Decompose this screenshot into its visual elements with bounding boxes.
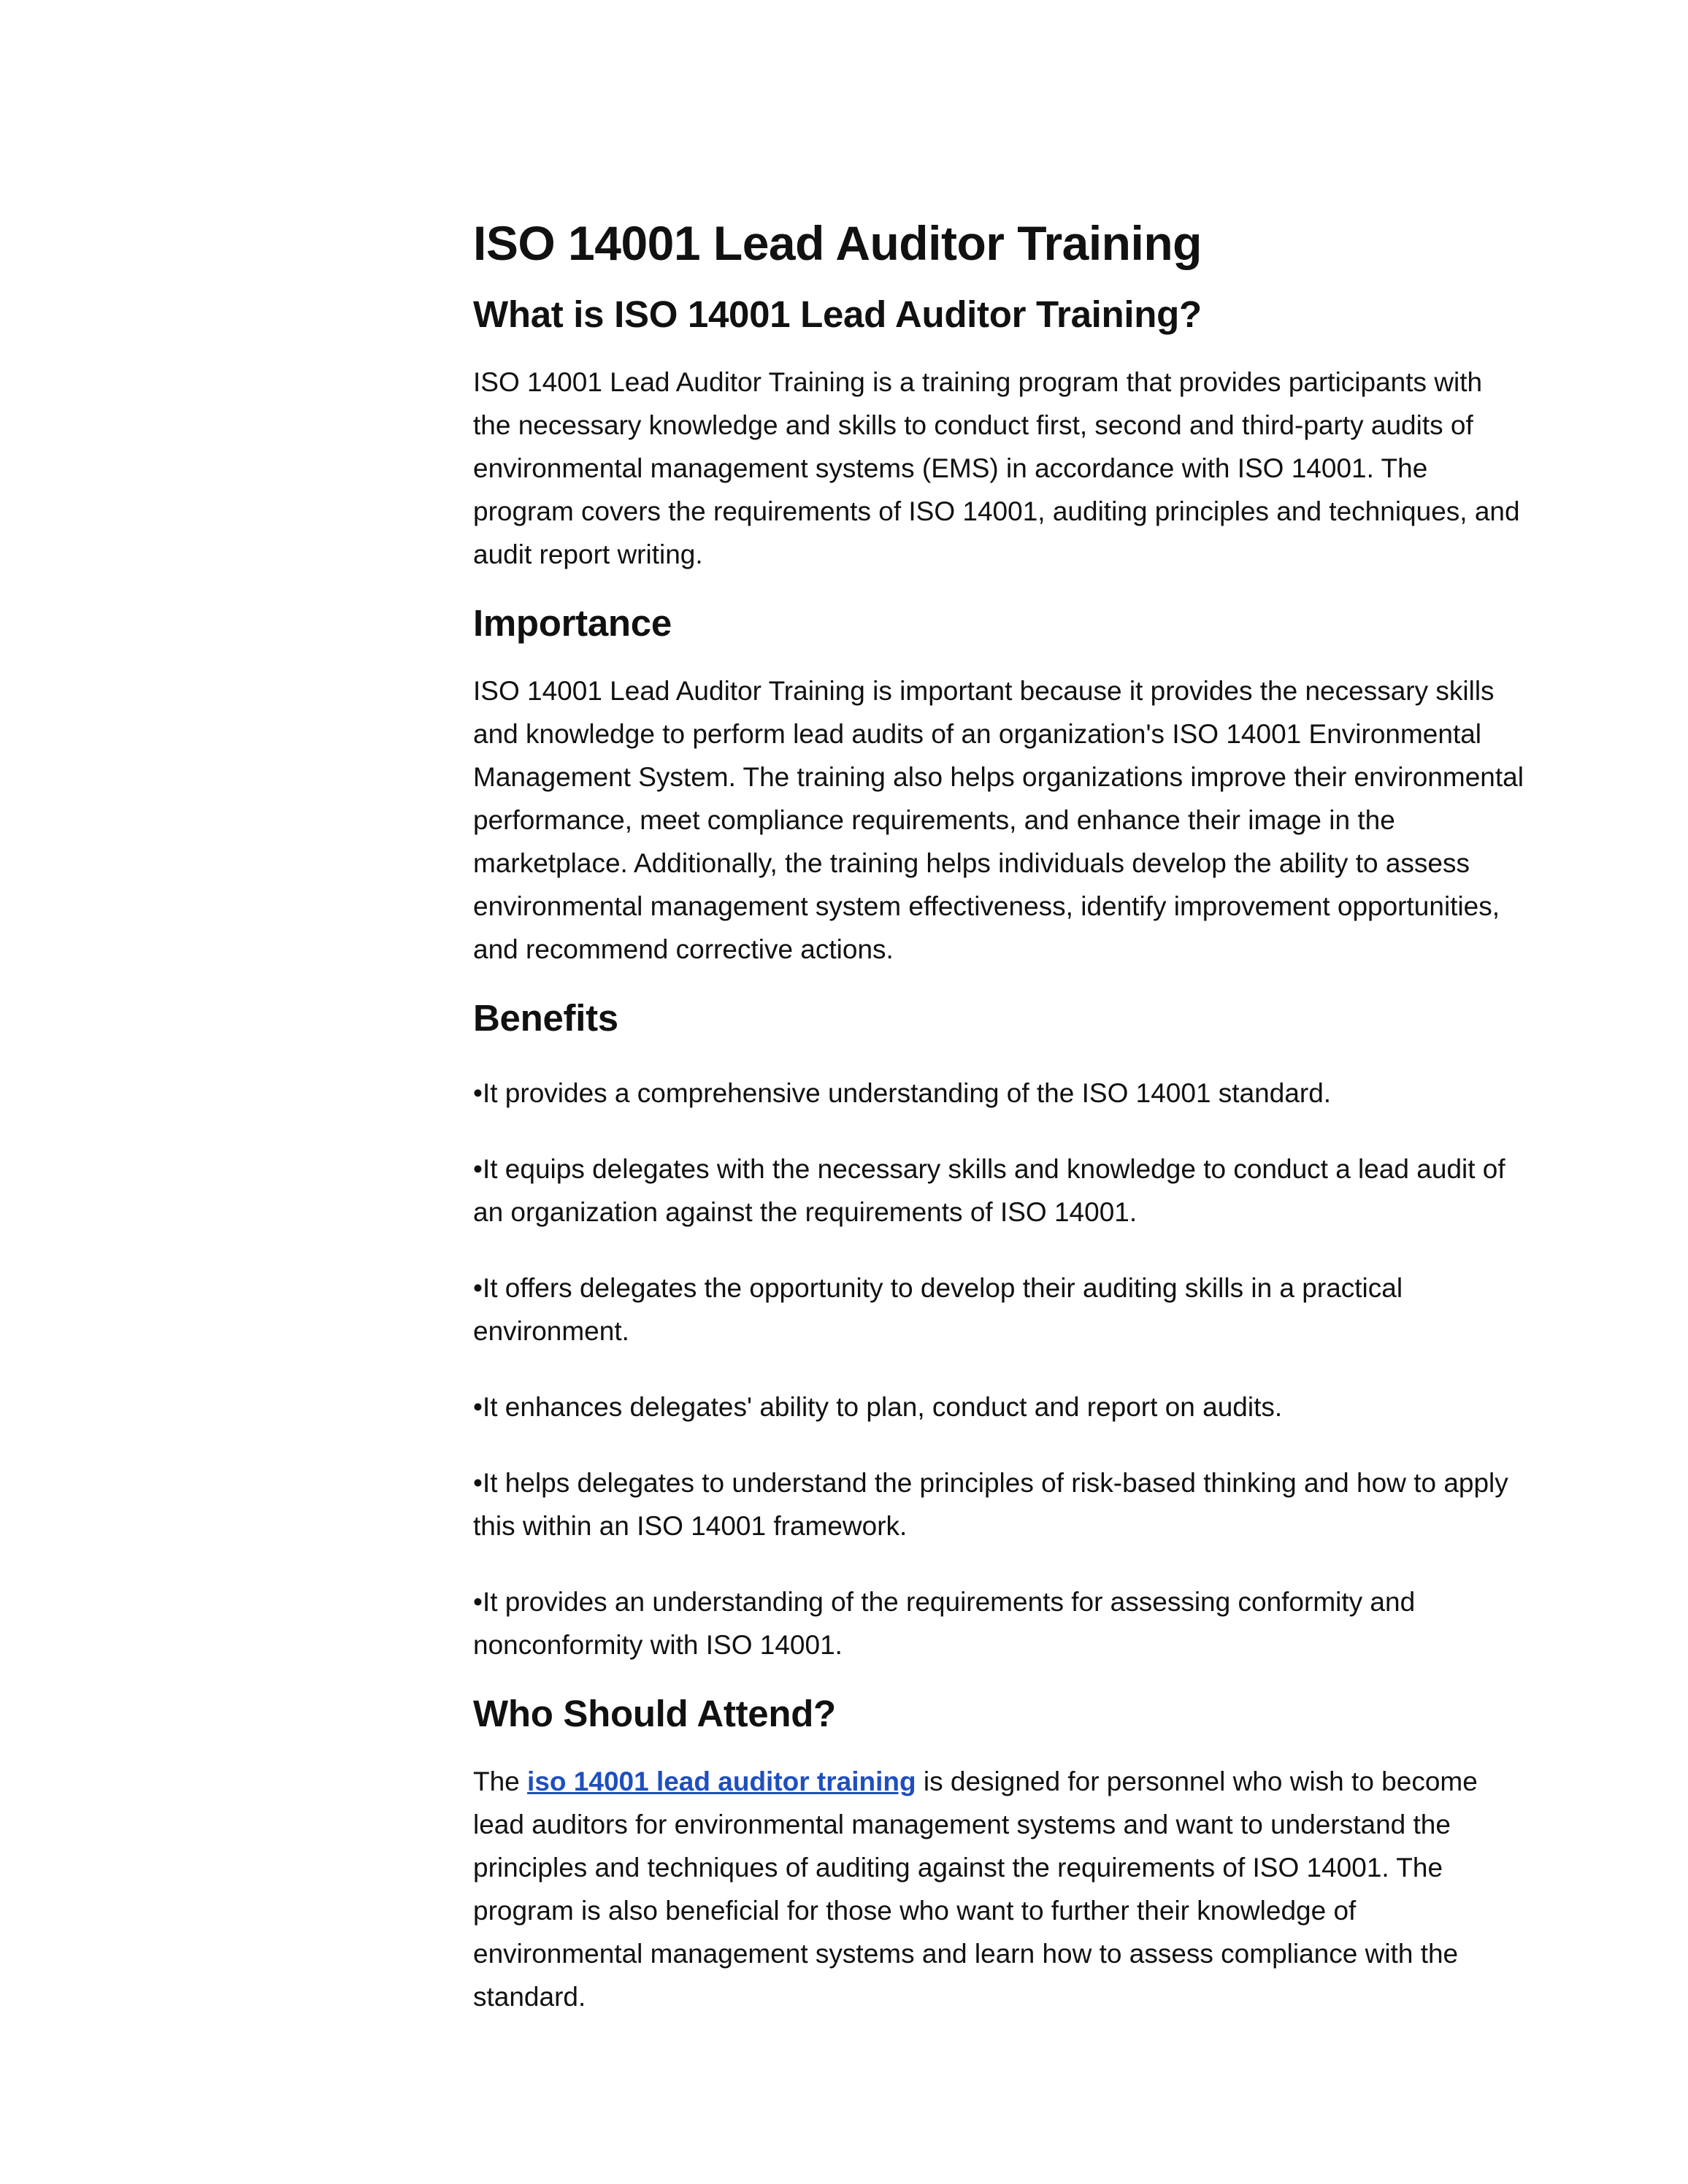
section-heading-importance: Importance: [473, 602, 672, 644]
list-item: •It enhances delegates' ability to plan, conduct and report on audits.: [473, 1392, 1283, 1422]
list-item: •It helps delegates to understand the principles of risk-based thinking and how to apply this within an ISO 14001 framework.: [473, 1468, 1508, 1541]
list-item: •It offers delegates the opportunity to develop their auditing skills in a practical environment.: [473, 1273, 1403, 1346]
section-body-importance: ISO 14001 Lead Auditor Training is important because it provides the necessary skills and knowledge to perform lead audits of an organization's ISO 14001 Environmental Management System. The training also helps organizations improve their environmental performance, meet compliance requirements, and enhance their image in the marketplace. Additionally, the training helps individuals develop the ability to assess environmental management system effectiveness, identify improvement opportunities, and recommend corrective actions.: [473, 676, 1524, 964]
attend-body-prefix: The: [473, 1766, 528, 1796]
training-link[interactable]: iso 14001 lead auditor training: [527, 1766, 916, 1796]
list-item: •It equips delegates with the necessary skills and knowledge to conduct a lead audit of an organization against the requirements of ISO 14001.: [473, 1154, 1505, 1227]
list-item: •It provides a comprehensive understanding of the ISO 14001 standard.: [473, 1078, 1332, 1108]
section-body-what: ISO 14001 Lead Auditor Training is a training program that provides participants with the necessary knowledge and skills to conduct first, second and third-party audits of environmental management systems (EMS) in accordance with ISO 14001. The program covers the requirements of ISO 14001, auditing principles and techniques, and audit report writing.: [473, 367, 1520, 569]
page-title: ISO 14001 Lead Auditor Training: [473, 216, 1202, 270]
section-heading-what: What is ISO 14001 Lead Auditor Training?: [473, 293, 1202, 335]
attend-body-suffix: is designed for personnel who wish to become lead auditors for environmental management systems and want to understand the principles and techniques of auditing against the requirements of ISO 14001. The program is also beneficial for those who want to further their knowledge of environmental management systems and learn how to assess compliance with the standard.: [473, 1766, 1478, 2012]
section-heading-attend: Who Should Attend?: [473, 1693, 836, 1734]
list-item: •It provides an understanding of the requirements for assessing conformity and nonconformity with ISO 14001.: [473, 1587, 1416, 1660]
document-page: [473, 204, 1524, 2018]
section-body-attend: [473, 1760, 1524, 2018]
section-heading-benefits: Benefits: [473, 997, 618, 1039]
benefits-list: [473, 1072, 1524, 1666]
